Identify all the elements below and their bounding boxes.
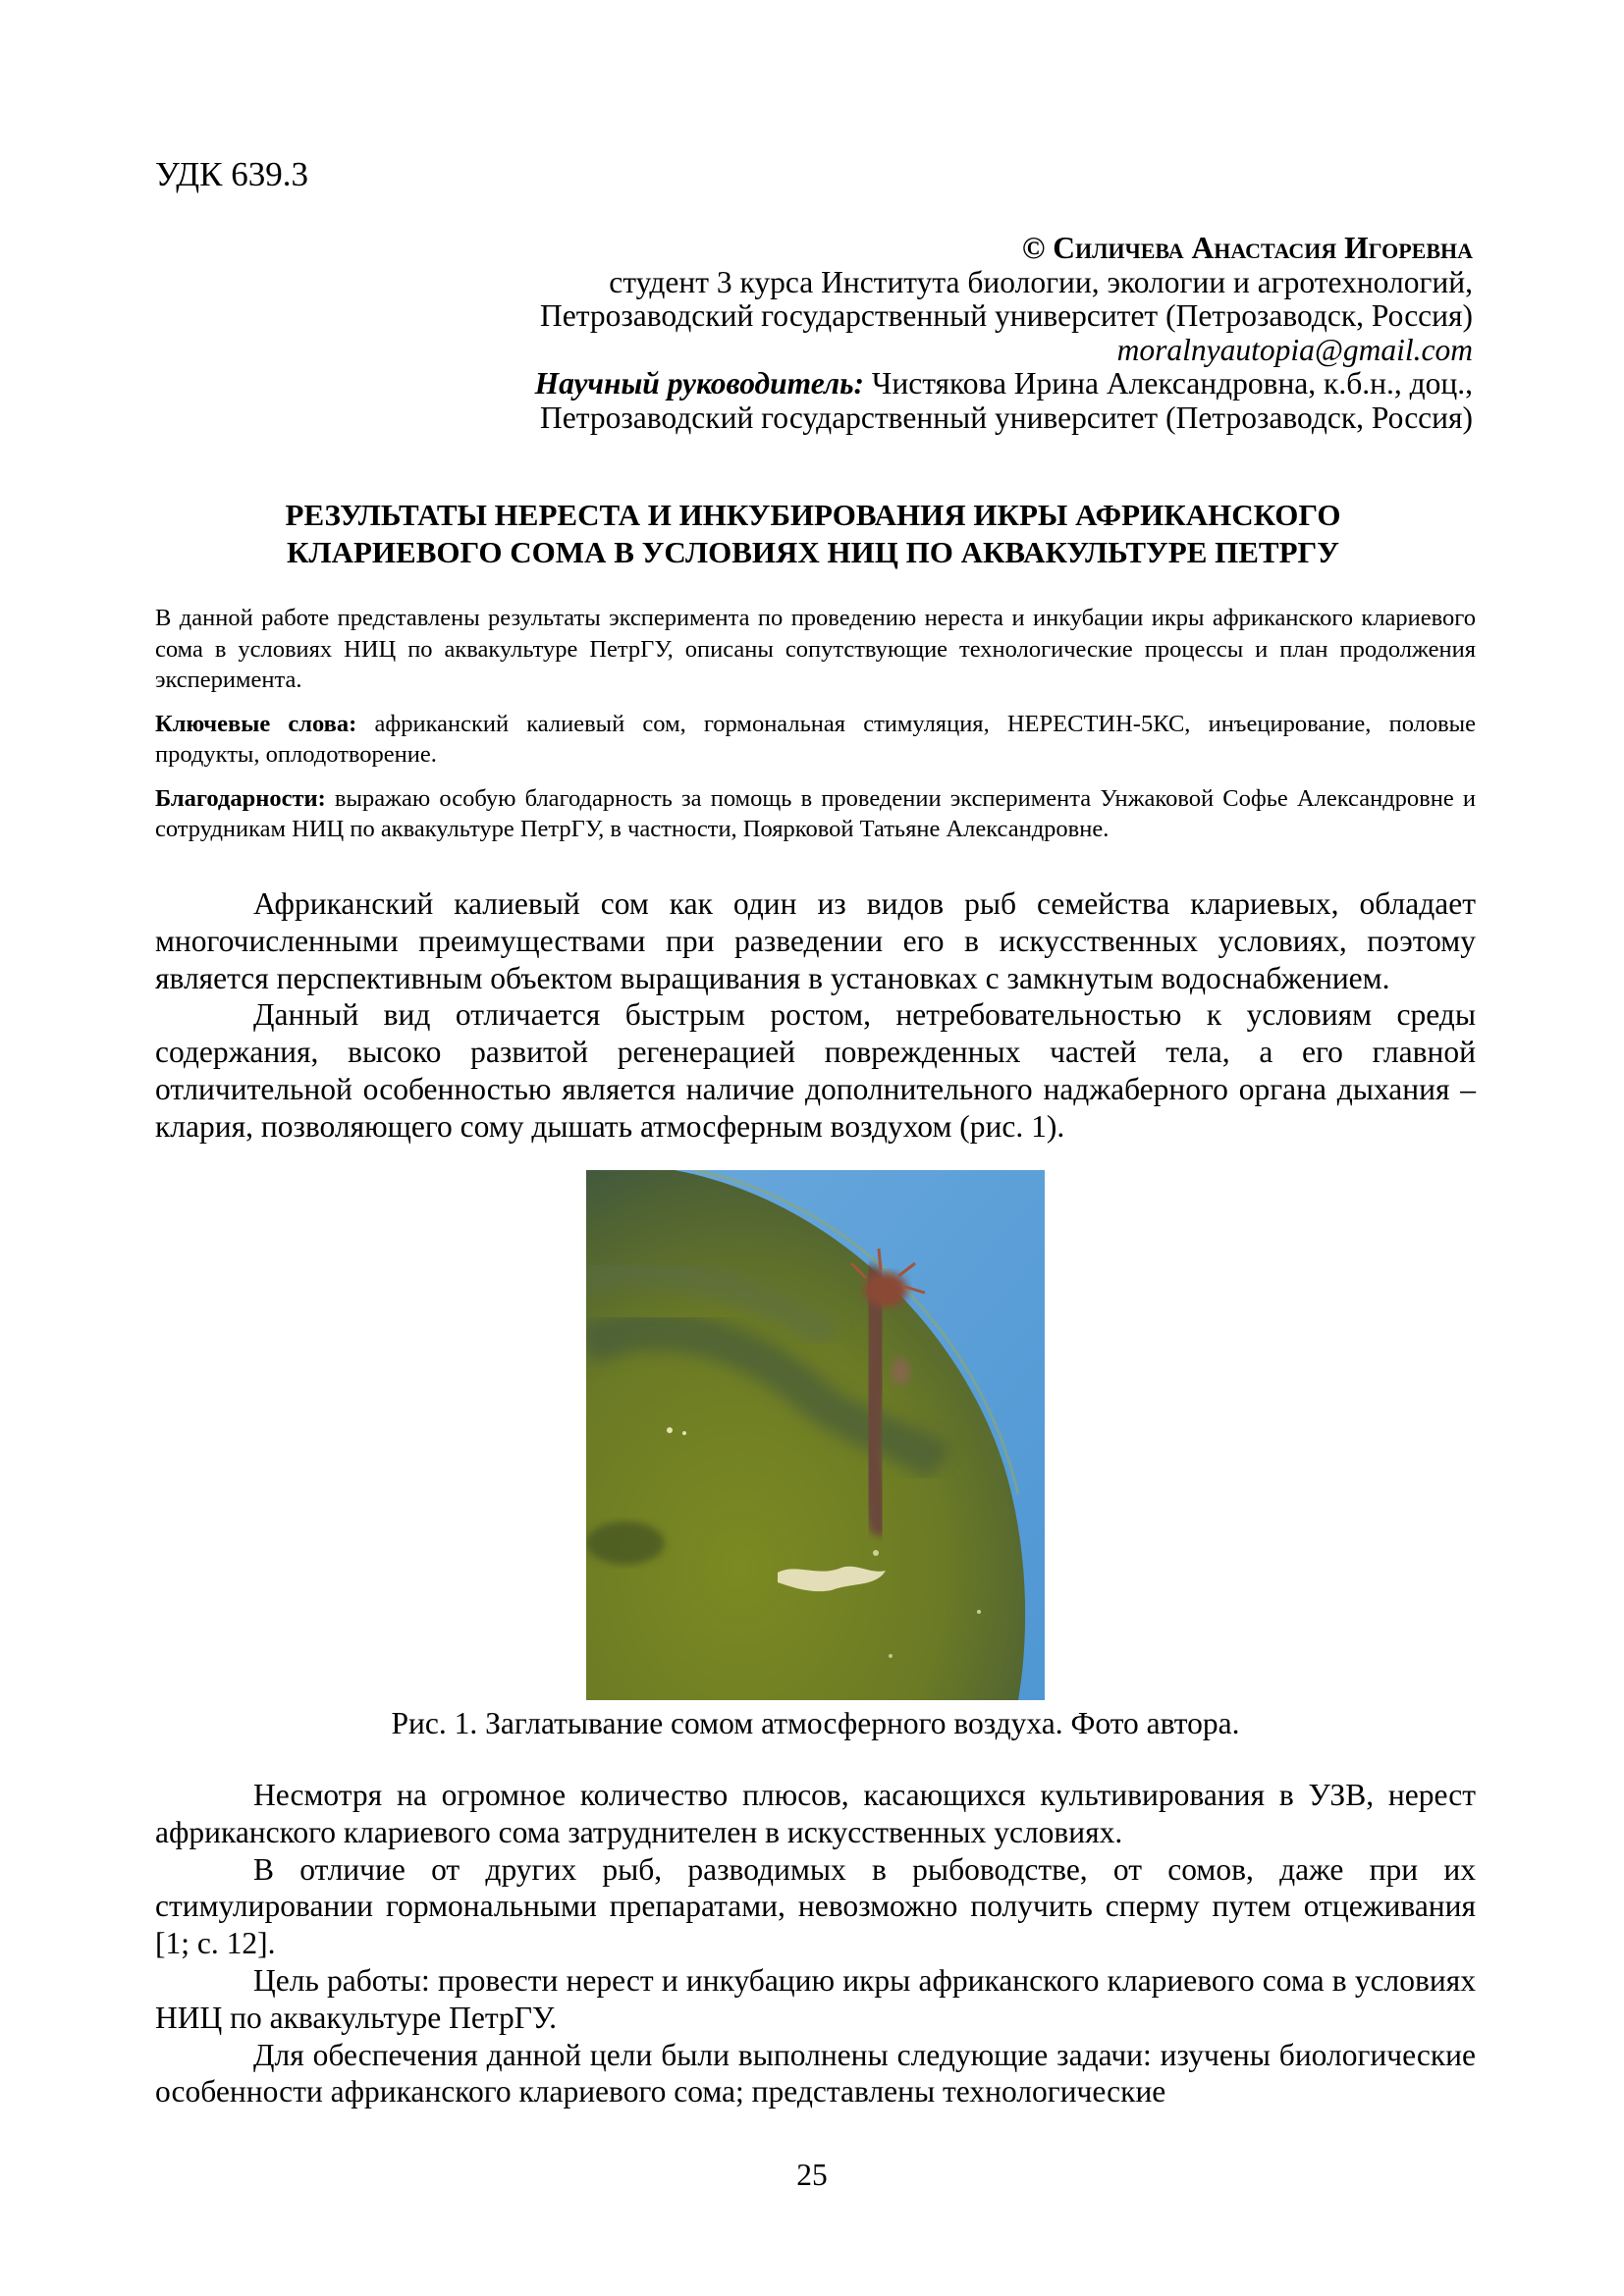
abstract-section	[155, 603, 1476, 858]
acknowledgements	[155, 783, 1476, 845]
body-paragraph: Несмотря на огромное количество плюсов, касающихся культивирования в УЗВ, нерест африканского клариевого сома затруднителен в искусственных условиях.	[155, 1778, 1476, 1849]
figure-photo-catfish	[586, 1170, 1045, 1700]
body-text-before-figure	[155, 885, 1476, 1146]
keywords-label: Ключевые слова:	[155, 710, 357, 737]
keywords	[155, 709, 1476, 771]
body-paragraph: Цель работы: провести нерест и инкубацию икры африканского клариевого сома в условиях НИЦ по аквакультуре ПетрГУ.	[155, 1962, 1476, 2035]
author-affiliation: Петрозаводский государственный университет (Петрозаводск, Россия)	[539, 298, 1473, 333]
author-name: © Силичева Анастасия Игоревна	[1021, 231, 1473, 265]
figure-caption: Рис. 1. Заглатывание сомом атмосферного воздуха. Фото автора.	[391, 1706, 1240, 1740]
author-email[interactable]: moralnyautopia@gmail.com	[1116, 332, 1473, 367]
body-paragraph: Африканский калиевый сом как один из видов рыб семейства клариевых, обладает многочисленными преимуществами при разведении его в искусственных условиях, поэтому является перспективным объектом выращивания в установках с замкнутым водоснабжением.	[155, 886, 1476, 995]
author-position: студент 3 курса Института биологии, экологии и агротехнологий,	[609, 264, 1473, 299]
body-text-after-figure	[155, 1777, 1476, 2110]
title-line-2: КЛАРИЕВОГО СОМА В УСЛОВИЯХ НИЦ ПО АКВАКУЛЬТУРЕ ПЕТРГУ	[287, 535, 1339, 569]
acknowledgements-label: Благодарности:	[155, 784, 326, 812]
body-paragraph: В отличие от других рыб, разводимых в рыбоводстве, от сомов, даже при их стимулировании гормональными препаратами, невозможно получить сперму путем отцеживания [1; с. 12].	[155, 1851, 1476, 1961]
abstract-text: В данной работе представлены результаты эксперимента по проведению нереста и инкубации икры африканского клариевого сома в условиях НИЦ по аквакультуре ПетрГУ, описаны сопутствующие технологические процессы и план продолжения эксперимента.	[155, 605, 1476, 693]
author-block	[393, 232, 1473, 435]
keywords-text: африканский калиевый сом, гормональная стимуляция, НЕРЕСТИН-5КС, инъецирование, половые продукты, оплодотворение.	[155, 710, 1477, 768]
page-number: 25	[796, 2158, 828, 2192]
title-line-1: РЕЗУЛЬТАТЫ НЕРЕСТА И ИНКУБИРОВАНИЯ ИКРЫ АФРИКАНСКОГО	[285, 498, 1341, 532]
paper-title	[155, 497, 1471, 571]
acknowledgements-text: выражаю особую благодарность за помощь в проведении эксперимента Унжаковой Софье Александровне и сотрудникам НИЦ по аквакультуре ПетрГУ, в частности, Поярковой Татьяне Александровне.	[155, 784, 1476, 842]
advisor-affiliation: Петрозаводский государственный университет (Петрозаводск, Россия)	[539, 400, 1473, 435]
body-paragraph: Данный вид отличается быстрым ростом, нетребовательностью к условиям среды содержания, высоко развитой регенерацией поврежденных частей тела, а его главной отличительной особенностью является наличие дополнительного наджаберного органа дыхания – клария, позволяющего сому дышать атмосферным воздухом (рис. 1).	[155, 997, 1476, 1144]
catfish-photo-image	[586, 1170, 1045, 1700]
advisor-label: Научный руководитель:	[534, 366, 865, 400]
body-paragraph: Для обеспечения данной цели были выполнены следующие задачи: изучены биологические особенности африканского клариевого сома; представлены технологические	[155, 2037, 1476, 2109]
udk-code: УДК 639.3	[155, 155, 308, 193]
advisor-name: Чистякова Ирина Александровна, к.б.н., доц.,	[864, 366, 1473, 400]
advisor-line	[393, 367, 1473, 401]
